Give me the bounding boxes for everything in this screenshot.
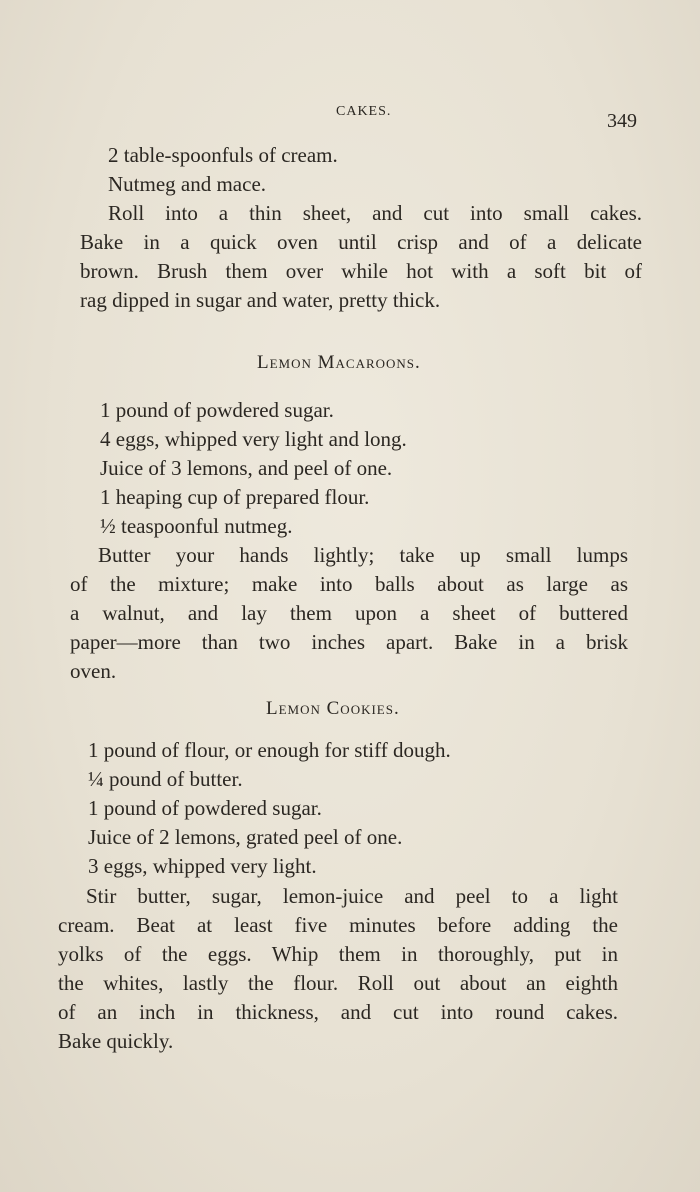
intro-line: Roll into a thin sheet, and cut into small cakes. [108,201,642,225]
lemon-cookies-ingredients [88,736,628,881]
direction-line: Bake quickly. [58,1029,174,1053]
direction-line: paper—more than two inches apart. Bake in a brisk [70,630,628,654]
direction-line: a walnut, and lay them upon a sheet of buttered [70,601,628,625]
intro-line: brown. Brush them over while hot with a soft bit of [80,259,642,283]
direction-line: oven. [70,659,117,683]
ingredient-line: 1 pound of powdered sugar. [88,796,322,820]
ingredient-line: ¼ pound of butter. [88,767,243,791]
ingredient-line: Juice of 3 lemons, and peel of one. [100,456,393,480]
ingredient-line: 3 eggs, whipped very light. [88,854,317,878]
lemon-macaroons-ingredients [100,396,620,541]
intro-line: 2 table-spoonfuls of cream. [108,143,338,167]
ingredient-line: 1 pound of flour, or enough for stiff dough. [88,738,451,762]
recipe-title-lemon-macaroons: Lemon Macaroons. [257,352,421,373]
lemon-cookies-directions [58,882,618,1056]
ingredient-line: 4 eggs, whipped very light and long. [100,427,407,451]
page-number: 349 [607,110,637,132]
intro-line: Nutmeg and mace. [108,172,267,196]
intro-line: rag dipped in sugar and water, pretty thick. [80,288,441,312]
running-title: CAKES. [336,104,392,119]
intro-line: Bake in a quick oven until crisp and of a delicate [80,230,642,254]
direction-line: of the mixture; make into balls about as large as [70,572,628,596]
ingredient-line: 1 pound of powdered sugar. [100,398,334,422]
recipe-title-lemon-cookies: Lemon Cookies. [266,698,400,719]
direction-line: Stir butter, sugar, lemon-juice and peel to a light [86,884,618,908]
lemon-macaroons-directions [70,541,628,686]
direction-line: cream. Beat at least five minutes before adding the [58,913,618,937]
direction-line: of an inch in thickness, and cut into round cakes. [58,1000,618,1024]
ingredient-line: Juice of 2 lemons, grated peel of one. [88,825,403,849]
direction-line: the whites, lastly the flour. Roll out about an eighth [58,971,618,995]
direction-line: Butter your hands lightly; take up small lumps [98,543,628,567]
intro-block [80,141,642,315]
ingredient-line: 1 heaping cup of prepared flour. [100,485,370,509]
direction-line: yolks of the eggs. Whip them in thoroughly, put in [58,942,618,966]
ingredient-line: ½ teaspoonful nutmeg. [100,514,293,538]
